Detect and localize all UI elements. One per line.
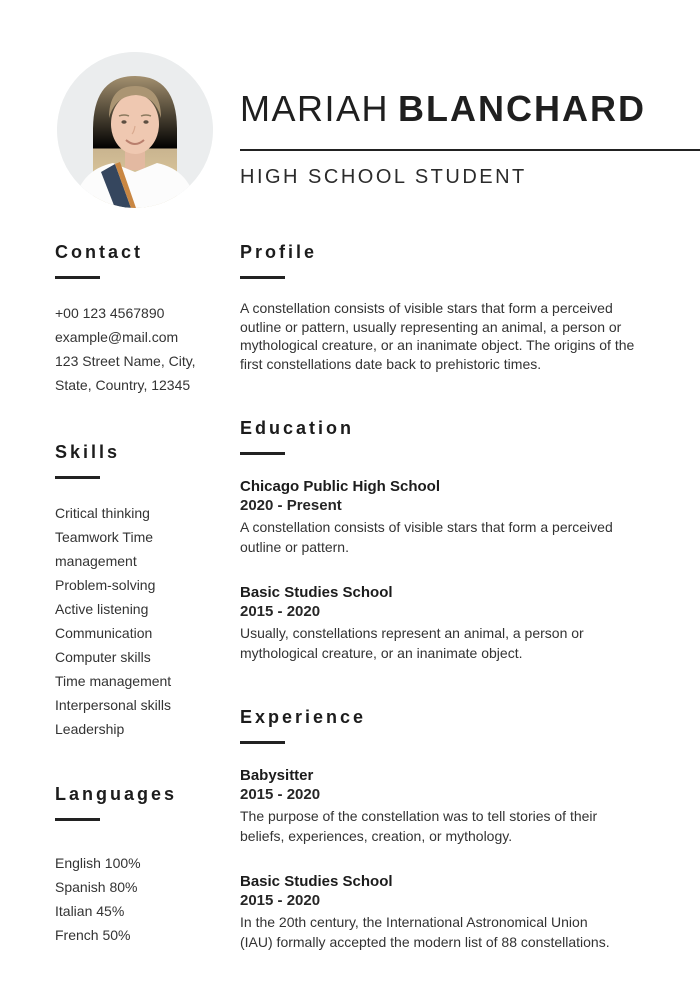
section-rule bbox=[55, 276, 100, 279]
skill-item: Time management bbox=[55, 673, 172, 689]
skill-item: Computer skills bbox=[55, 649, 151, 665]
language-item: Spanish 80% bbox=[55, 879, 138, 895]
language-item: Italian 45% bbox=[55, 903, 125, 919]
section-rule bbox=[240, 741, 285, 744]
profile-section bbox=[240, 242, 687, 387]
contact-section bbox=[55, 242, 220, 397]
portrait-illustration bbox=[57, 52, 213, 208]
skills-section bbox=[55, 442, 220, 741]
section-rule bbox=[240, 276, 285, 279]
languages-list bbox=[55, 851, 220, 947]
contact-address-line2: State, Country, 12345 bbox=[55, 377, 191, 393]
experience-heading: Experience bbox=[240, 707, 367, 727]
education-heading: Education bbox=[240, 418, 355, 438]
skill-item: Communication bbox=[55, 625, 153, 641]
experience-description: The purpose of the constellation was to tell stories of their beliefs, experiences, creation, or mythology. bbox=[240, 808, 598, 844]
languages-section bbox=[55, 784, 220, 947]
education-dates: 2020 - Present bbox=[240, 497, 342, 514]
skills-list bbox=[55, 501, 220, 741]
role-name: Basic Studies School bbox=[240, 873, 393, 890]
education-dates: 2015 - 2020 bbox=[240, 603, 321, 620]
job-title: HIGH SCHOOL STUDENT bbox=[240, 166, 527, 188]
school-name: Chicago Public High School bbox=[240, 478, 441, 495]
skill-item: Problem-solving bbox=[55, 577, 156, 593]
experience-entry bbox=[240, 872, 687, 952]
contact-email: example@mail.com bbox=[55, 329, 179, 345]
contact-heading: Contact bbox=[55, 242, 143, 262]
education-entry bbox=[240, 583, 687, 663]
experience-section bbox=[240, 707, 687, 952]
education-entry bbox=[240, 477, 687, 557]
section-rule bbox=[55, 476, 100, 479]
experience-entries bbox=[240, 766, 687, 952]
skill-item: Active listening bbox=[55, 601, 149, 617]
last-name: BLANCHARD bbox=[398, 88, 646, 130]
school-name: Basic Studies School bbox=[240, 584, 393, 601]
profile-heading: Profile bbox=[240, 242, 318, 262]
language-item: French 50% bbox=[55, 927, 131, 943]
languages-heading: Languages bbox=[55, 784, 178, 804]
experience-description: In the 20th century, the International Astronomical Union (IAU) formally accepted the modern list of 88 constellations. bbox=[240, 914, 610, 950]
education-section bbox=[240, 418, 687, 663]
education-description: A constellation consists of visible stars that form a perceived outline or pattern. bbox=[240, 519, 613, 555]
language-item: English 100% bbox=[55, 855, 141, 871]
header-divider bbox=[240, 149, 700, 151]
contact-phone: +00 123 4567890 bbox=[55, 305, 165, 321]
section-rule bbox=[240, 452, 285, 455]
education-description: Usually, constellations represent an animal, a person or mythological creature, or an inanimate object. bbox=[240, 625, 584, 661]
experience-dates: 2015 - 2020 bbox=[240, 786, 321, 803]
page-title bbox=[240, 88, 646, 130]
skill-item: Interpersonal skills bbox=[55, 697, 171, 713]
experience-dates: 2015 - 2020 bbox=[240, 892, 321, 909]
contact-address-line1: 123 Street Name, City, bbox=[55, 353, 196, 369]
skills-heading: Skills bbox=[55, 442, 121, 462]
education-entries bbox=[240, 477, 687, 663]
section-rule bbox=[55, 818, 100, 821]
first-name: MARIAH bbox=[240, 88, 390, 130]
experience-entry bbox=[240, 766, 687, 846]
skill-item: Teamwork Time management bbox=[55, 529, 154, 569]
contact-list bbox=[55, 301, 220, 397]
skill-item: Critical thinking bbox=[55, 505, 150, 521]
profile-text: A constellation consists of visible stars that form a perceived outline or pattern, usually representing an animal, a person or mythological creature, or an inanimate object. The origins of the first constellations date back to prehistoric times. bbox=[240, 300, 635, 372]
profile-photo bbox=[57, 52, 213, 208]
skill-item: Leadership bbox=[55, 721, 125, 737]
role-name: Babysitter bbox=[240, 767, 314, 784]
